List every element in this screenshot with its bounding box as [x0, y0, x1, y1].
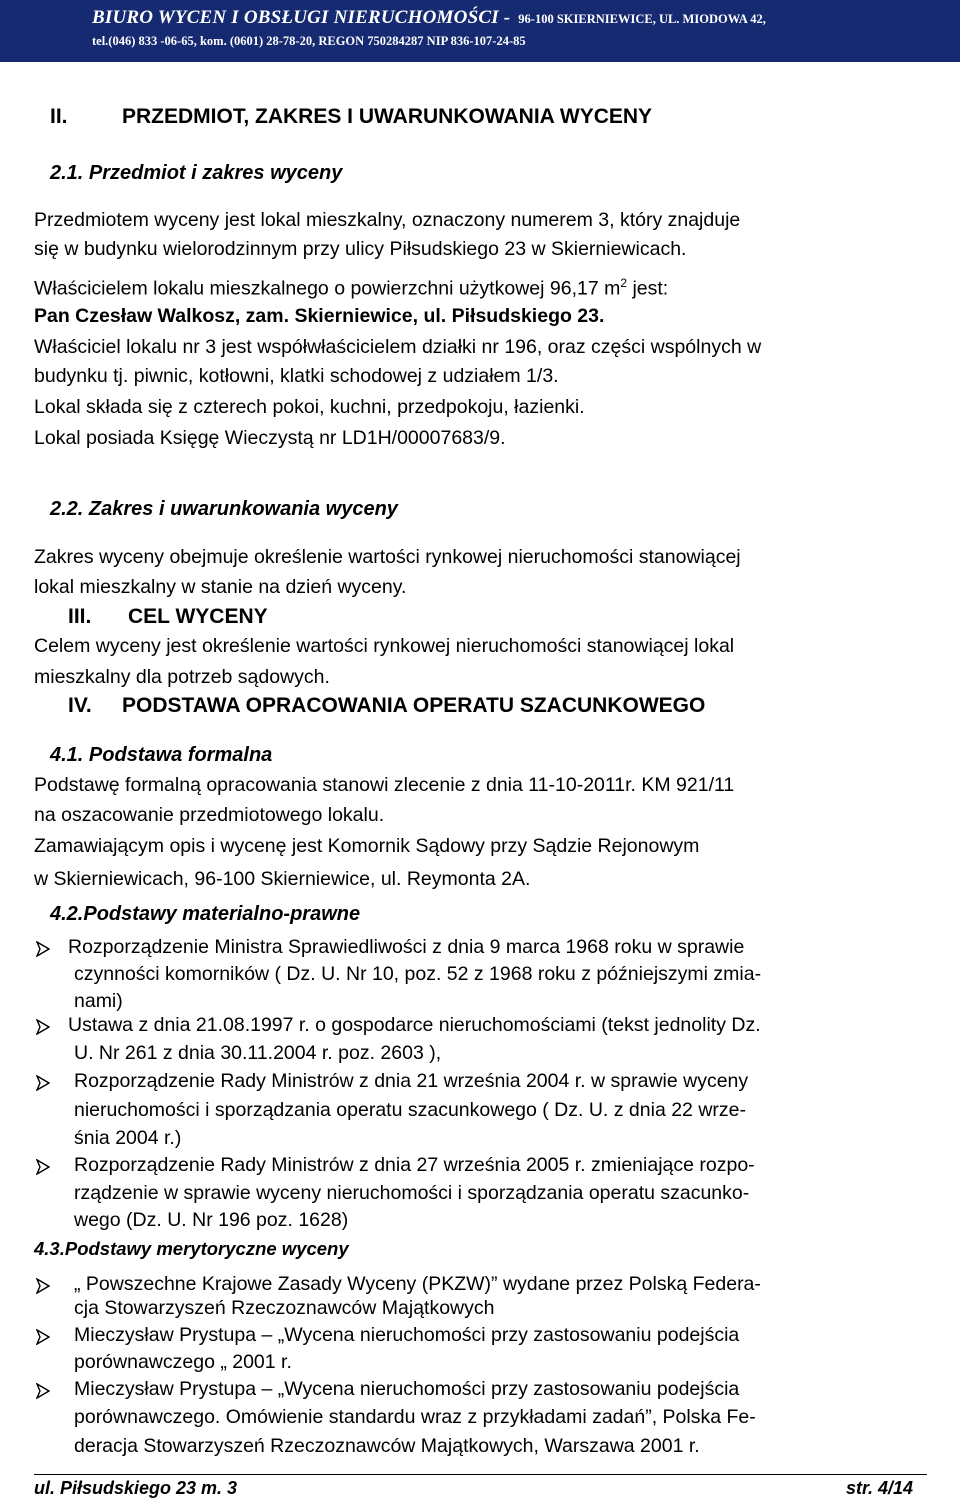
list-item-line: Mieczysław Prystupa – „Wycena nieruchomości przy zastosowaniu podejścia — [74, 1378, 740, 1400]
paragraph-line: Przedmiotem wyceny jest lokal mieszkalny, oznaczony numerem 3, który znajduje — [34, 209, 741, 231]
arrow-bullet-icon — [36, 941, 50, 957]
paragraph-line: Właściciel lokalu nr 3 jest współwłaścicielem działki nr 196, oraz części wspólnych w — [34, 336, 762, 358]
paragraph-line: Celem wyceny jest określenie wartości rynkowej nieruchomości stanowiącej lokal — [34, 635, 735, 657]
area-tail: jest: — [627, 277, 669, 300]
arrow-bullet-icon — [36, 1383, 50, 1399]
firm-name: BIURO WYCEN I OBSŁUGI NIERUCHOMOŚCI - — [92, 7, 511, 28]
paragraph-line: Zakres wyceny obejmuje określenie wartości rynkowej nieruchomości stanowiącej — [34, 546, 741, 568]
paragraph-line: Lokal posiada Księgę Wieczystą nr LD1H/00007683/9. — [34, 427, 506, 449]
section-2-title: PRZEDMIOT, ZAKRES I UWARUNKOWANIA WYCENY — [122, 105, 653, 128]
list-item-line: nami) — [74, 990, 123, 1012]
area-superscript: 2 — [620, 276, 628, 290]
section-4-title: PODSTAWA OPRACOWANIA OPERATU SZACUNKOWEGO — [122, 694, 706, 717]
list-item-line: Ustawa z dnia 21.08.1997 r. o gospodarce nieruchomościami (tekst jednolity Dz. — [68, 1014, 761, 1036]
section-3-title: CEL WYCENY — [128, 605, 268, 628]
paragraph-line: się w budynku wielorodzinnym przy ulicy Piłsudskiego 23 w Skierniewicach. — [34, 238, 687, 260]
paragraph-line: budynku tj. piwnic, kotłowni, klatki schodowej z udziałem 1/3. — [34, 365, 559, 387]
owner-line: Pan Czesław Walkosz, zam. Skierniewice, ul. Piłsudskiego 23. — [34, 305, 605, 327]
paragraph-line: Zamawiającym opis i wycenę jest Komornik Sądowy przy Sądzie Rejonowym — [34, 835, 700, 857]
subsection-4-1-title: 4.1. Podstawa formalna — [50, 744, 273, 766]
list-item-line: śnia 2004 r.) — [74, 1127, 182, 1149]
arrow-bullet-icon — [36, 1329, 50, 1345]
area-text: Właścicielem lokalu mieszkalnego o powierzchni użytkowej 96,17 m — [34, 277, 621, 300]
list-item-line: Rozporządzenie Rady Ministrów z dnia 21 września 2004 r. w sprawie wyceny — [74, 1070, 749, 1092]
arrow-bullet-icon — [36, 1075, 50, 1091]
arrow-bullet-icon — [36, 1278, 50, 1294]
list-item-line: cja Stowarzyszeń Rzeczoznawców Majątkowych — [74, 1297, 495, 1319]
subsection-4-3-title: 4.3.Podstawy merytoryczne wyceny — [34, 1238, 349, 1259]
list-item-line: Mieczysław Prystupa – „Wycena nieruchomości przy zastosowaniu podejścia — [74, 1324, 740, 1346]
subsection-2-2-title: 2.2. Zakres i uwarunkowania wyceny — [50, 498, 398, 520]
paragraph-line: lokal mieszkalny w stanie na dzień wyceny. — [34, 576, 407, 598]
list-item-line: rządzenie w sprawie wyceny nieruchomości i sporządzania operatu szacunko- — [74, 1182, 750, 1204]
list-item-line: deracja Stowarzyszeń Rzeczoznawców Majątkowych, Warszawa 2001 r. — [74, 1435, 700, 1457]
paragraph-line-area — [34, 269, 668, 304]
footer-address: ul. Piłsudskiego 23 m. 3 — [34, 1478, 238, 1498]
paragraph-line: mieszkalny dla potrzeb sądowych. — [34, 666, 330, 688]
list-item-line: nieruchomości i sporządzania operatu szacunkowego ( Dz. U. z dnia 22 wrze- — [74, 1099, 746, 1121]
list-item-line: U. Nr 261 z dnia 30.11.2004 r. poz. 2603 ), — [74, 1042, 442, 1064]
list-item-line: „ Powszechne Krajowe Zasady Wyceny (PKZW)” wydane przez Polską Federa- — [74, 1273, 761, 1295]
subsection-4-2-title: 4.2.Podstawy materialno-prawne — [50, 903, 361, 925]
page-number: str. 4/14 — [846, 1478, 914, 1498]
arrow-bullet-icon — [36, 1019, 50, 1035]
list-item-line: Rozporządzenie Ministra Sprawiedliwości z dnia 9 marca 1968 roku w sprawie — [68, 936, 745, 958]
list-item-line: porównawczego. Omówienie standardu wraz z przykładami zadań”, Polska Fe- — [74, 1406, 756, 1428]
list-item-line: wego (Dz. U. Nr 196 poz. 1628) — [74, 1209, 349, 1231]
subsection-2-1-title: 2.1. Przedmiot i zakres wyceny — [50, 162, 343, 184]
firm-address: 96-100 SKIERNIEWICE, UL. MIODOWA 42, — [518, 12, 766, 26]
list-item-line: porównawczego „ 2001 r. — [74, 1351, 292, 1373]
section-4-number: IV. — [68, 694, 92, 717]
section-3-number: III. — [68, 605, 92, 628]
list-item-line: czynności komorników ( Dz. U. Nr 10, poz. 52 z 1968 roku z późniejszymi zmia- — [74, 963, 762, 985]
list-item-line: Rozporządzenie Rady Ministrów z dnia 27 września 2005 r. zmieniające rozpo- — [74, 1154, 755, 1176]
letterhead — [0, 0, 960, 62]
paragraph-line: Lokal składa się z czterech pokoi, kuchni, przedpokoju, łazienki. — [34, 396, 585, 418]
paragraph-line: w Skierniewicach, 96-100 Skierniewice, ul. Reymonta 2A. — [34, 868, 531, 890]
section-2-number: II. — [50, 105, 68, 128]
arrow-bullet-icon — [36, 1159, 50, 1175]
firm-contact: tel.(046) 833 -06-65, kom. (0601) 28-78-20, REGON 750284287 NIP 836-107-24-85 — [92, 34, 526, 48]
footer-divider — [34, 1474, 927, 1475]
paragraph-line: Podstawę formalną opracowania stanowi zlecenie z dnia 11-10-2011r. KM 921/11 — [34, 774, 735, 796]
paragraph-line: na oszacowanie przedmiotowego lokalu. — [34, 804, 385, 826]
letterhead-line-1 — [92, 7, 766, 29]
